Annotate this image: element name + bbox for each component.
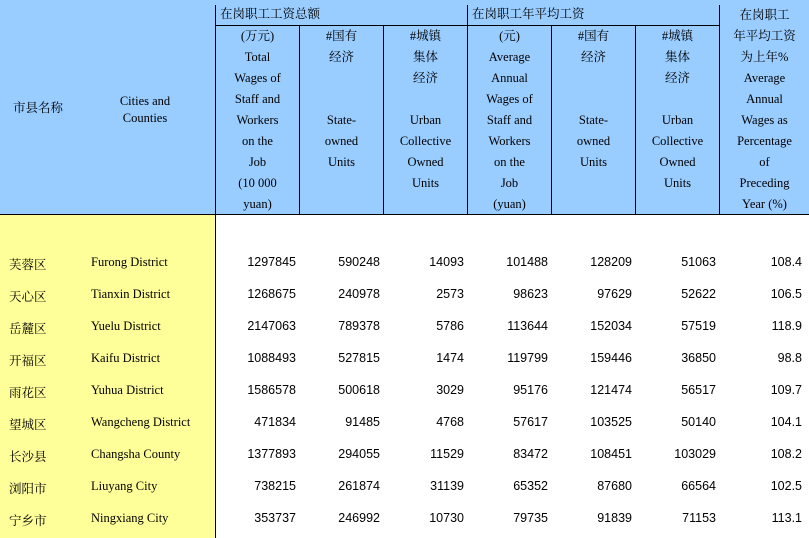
cell-total: 353737	[254, 511, 296, 525]
cell-pct: 102.5	[770, 479, 802, 493]
cell-avg-urban: 51063	[681, 255, 716, 269]
cell-total: 1268675	[247, 287, 296, 301]
header-line: 年平均工资	[733, 29, 796, 43]
header-line: #国有	[325, 29, 358, 43]
cell-avg: 57617	[513, 415, 548, 429]
header-line: owned	[324, 134, 359, 148]
header-line: Workers	[236, 113, 279, 127]
cell-avg-urban: 50140	[681, 415, 716, 429]
header-line: (yuan)	[493, 197, 526, 211]
cell-total: 1297845	[247, 255, 296, 269]
header-line: #国有	[577, 29, 610, 43]
header-line: 经济	[328, 50, 354, 64]
cell-avg: 113644	[507, 319, 548, 333]
header-line: Wages of	[486, 92, 533, 106]
header-line: 集体	[664, 50, 690, 64]
cell-total-state: 240978	[338, 287, 380, 301]
header-line: Units	[663, 176, 692, 190]
header-line: Workers	[488, 134, 531, 148]
cell-total: 1377893	[247, 447, 296, 461]
cell-total-urban: 11529	[430, 447, 464, 461]
cell-total-urban: 4768	[436, 415, 464, 429]
cell-total-state: 294055	[338, 447, 380, 461]
cell-total-urban: 2573	[436, 287, 464, 301]
header-line: Owned	[407, 155, 444, 169]
cell-avg-urban: 57519	[681, 319, 716, 333]
row-name-zh: 岳麓区	[9, 322, 47, 336]
row-name-en: Liuyang City	[91, 479, 158, 493]
header-line: of	[759, 155, 770, 169]
cell-avg-state: 87680	[597, 479, 632, 493]
header-line: Job	[500, 176, 519, 190]
header-line: owned	[576, 134, 611, 148]
cell-pct: 118.9	[771, 319, 802, 333]
header-line: 为上年%	[740, 50, 789, 64]
col-header-name-en: Cities and Counties	[119, 94, 171, 125]
col-header-average	[468, 26, 551, 215]
row-name-en: Yuhua District	[91, 383, 164, 397]
header-line: Year (%)	[742, 197, 787, 211]
header-line: 经济	[412, 71, 438, 85]
cell-avg-state: 103525	[590, 415, 632, 429]
header-line: #城镇	[661, 29, 694, 43]
cell-total-state: 527815	[338, 351, 380, 365]
header-line: Owned	[659, 155, 696, 169]
cell-avg-state: 91839	[597, 511, 632, 525]
header-line: Units	[411, 176, 440, 190]
cell-avg-urban: 103029	[674, 447, 716, 461]
header-line	[300, 89, 383, 110]
header-line: State-	[578, 113, 609, 127]
row-name-en: Kaifu District	[91, 351, 161, 365]
header-line: 经济	[664, 71, 690, 85]
header-line: Preceding	[739, 176, 790, 190]
row-name-zh: 望城区	[9, 418, 47, 432]
cell-pct: 109.7	[770, 383, 802, 397]
header-bottom-line	[0, 214, 809, 215]
header-line	[300, 68, 383, 89]
header-line: on the	[242, 134, 273, 148]
cell-avg-urban: 52622	[681, 287, 716, 301]
header-line: (元)	[499, 29, 520, 43]
cell-pct: 108.4	[770, 255, 802, 269]
header-line: Collective	[399, 134, 452, 148]
cell-total: 738215	[254, 479, 296, 493]
cell-pct: 98.8	[777, 351, 802, 365]
header-line: Urban	[661, 113, 694, 127]
cell-total-state: 91485	[345, 415, 380, 429]
row-name-en: Changsha County	[91, 447, 181, 461]
row-name-zh: 芙蓉区	[9, 258, 47, 272]
header-line: Annual	[491, 71, 528, 85]
row-name-zh: 开福区	[9, 354, 47, 368]
row-name-zh: 长沙县	[9, 450, 47, 464]
cell-total-urban: 31139	[430, 479, 464, 493]
header-line: (万元)	[240, 29, 275, 43]
col-header-total-urban	[384, 26, 467, 194]
cell-total: 471834	[254, 415, 296, 429]
row-name-en: Furong District	[91, 255, 168, 269]
row-name-zh: 雨花区	[9, 386, 47, 400]
cell-avg: 79735	[513, 511, 548, 525]
col-header-name-zh: 市县名称	[12, 101, 63, 115]
header-line: Urban	[409, 113, 442, 127]
cell-total: 2147063	[247, 319, 296, 333]
col-header-average-urban	[636, 26, 719, 194]
col-header-total	[216, 26, 299, 215]
row-name-en: Wangcheng District	[91, 415, 191, 429]
cell-total-urban: 5786	[436, 319, 464, 333]
cell-avg: 101488	[506, 255, 548, 269]
cell-avg: 83472	[513, 447, 548, 461]
cell-pct: 106.5	[770, 287, 802, 301]
header-line: (10 000	[238, 176, 277, 190]
row-name-en: Ningxiang City	[91, 511, 169, 525]
group-header-total: 在岗职工工资总额	[220, 7, 321, 21]
header-line: Staff and	[486, 113, 533, 127]
col-header-percentage	[720, 5, 809, 215]
header-line: on the	[494, 155, 525, 169]
cell-total-state: 500618	[338, 383, 380, 397]
header-line: Average	[743, 71, 786, 85]
header-line: Collective	[651, 134, 704, 148]
cell-avg: 65352	[513, 479, 548, 493]
header-line: 集体	[412, 50, 438, 64]
header-line: Wages as	[741, 113, 788, 127]
cell-avg-state: 97629	[597, 287, 632, 301]
cell-avg-state: 128209	[590, 255, 632, 269]
col-header-average-state	[552, 26, 635, 173]
cell-total: 1586578	[247, 383, 296, 397]
cell-avg: 98623	[513, 287, 548, 301]
cell-total-urban: 14093	[429, 255, 464, 269]
cell-total-urban: 1474	[436, 351, 464, 365]
cell-avg-state: 152034	[590, 319, 632, 333]
header-line: Wages of	[234, 71, 281, 85]
header-line: 在岗职工	[739, 8, 790, 22]
header-line: Units	[579, 155, 608, 169]
row-name-en: Tianxin District	[91, 287, 171, 301]
header-line: #城镇	[409, 29, 442, 43]
header-line: 经济	[580, 50, 606, 64]
cell-avg-state: 159446	[590, 351, 632, 365]
row-name-zh: 天心区	[9, 290, 47, 304]
cell-total-urban: 3029	[436, 383, 464, 397]
header-line: Units	[327, 155, 356, 169]
header-line: Job	[248, 155, 267, 169]
row-name-zh: 宁乡市	[9, 514, 47, 528]
header-line: State-	[326, 113, 357, 127]
cell-avg-urban: 71153	[682, 511, 716, 525]
header-line: Total	[244, 50, 271, 64]
cell-pct: 104.1	[770, 415, 802, 429]
cell-avg-urban: 56517	[681, 383, 716, 397]
cell-avg-state: 121474	[590, 383, 632, 397]
cell-pct: 108.2	[770, 447, 802, 461]
cell-total-state: 590248	[338, 255, 380, 269]
header-line: Staff and	[234, 92, 281, 106]
group-header-average: 在岗职工年平均工资	[472, 7, 585, 21]
cell-avg: 119799	[507, 351, 548, 365]
col-header-total-state	[300, 26, 383, 173]
row-name-zh: 浏阳市	[9, 482, 47, 496]
cell-total-state: 246992	[338, 511, 380, 525]
cell-avg-urban: 66564	[681, 479, 716, 493]
header-line: Percentage	[737, 134, 792, 148]
header-line	[384, 89, 467, 110]
cell-avg-state: 108451	[590, 447, 632, 461]
cell-pct: 113.1	[771, 511, 802, 525]
cell-total-state: 789378	[338, 319, 380, 333]
header-line	[552, 89, 635, 110]
header-line: yuan)	[243, 197, 272, 211]
header-line: Annual	[746, 92, 783, 106]
cell-total-state: 261874	[338, 479, 380, 493]
cell-total-urban: 10730	[429, 511, 464, 525]
header-line: Average	[488, 50, 531, 64]
header-line	[552, 68, 635, 89]
cell-avg: 95176	[513, 383, 548, 397]
cell-avg-urban: 36850	[681, 351, 716, 365]
row-name-en: Yuelu District	[91, 319, 161, 333]
cell-total: 1088493	[247, 351, 296, 365]
header-line	[636, 89, 719, 110]
